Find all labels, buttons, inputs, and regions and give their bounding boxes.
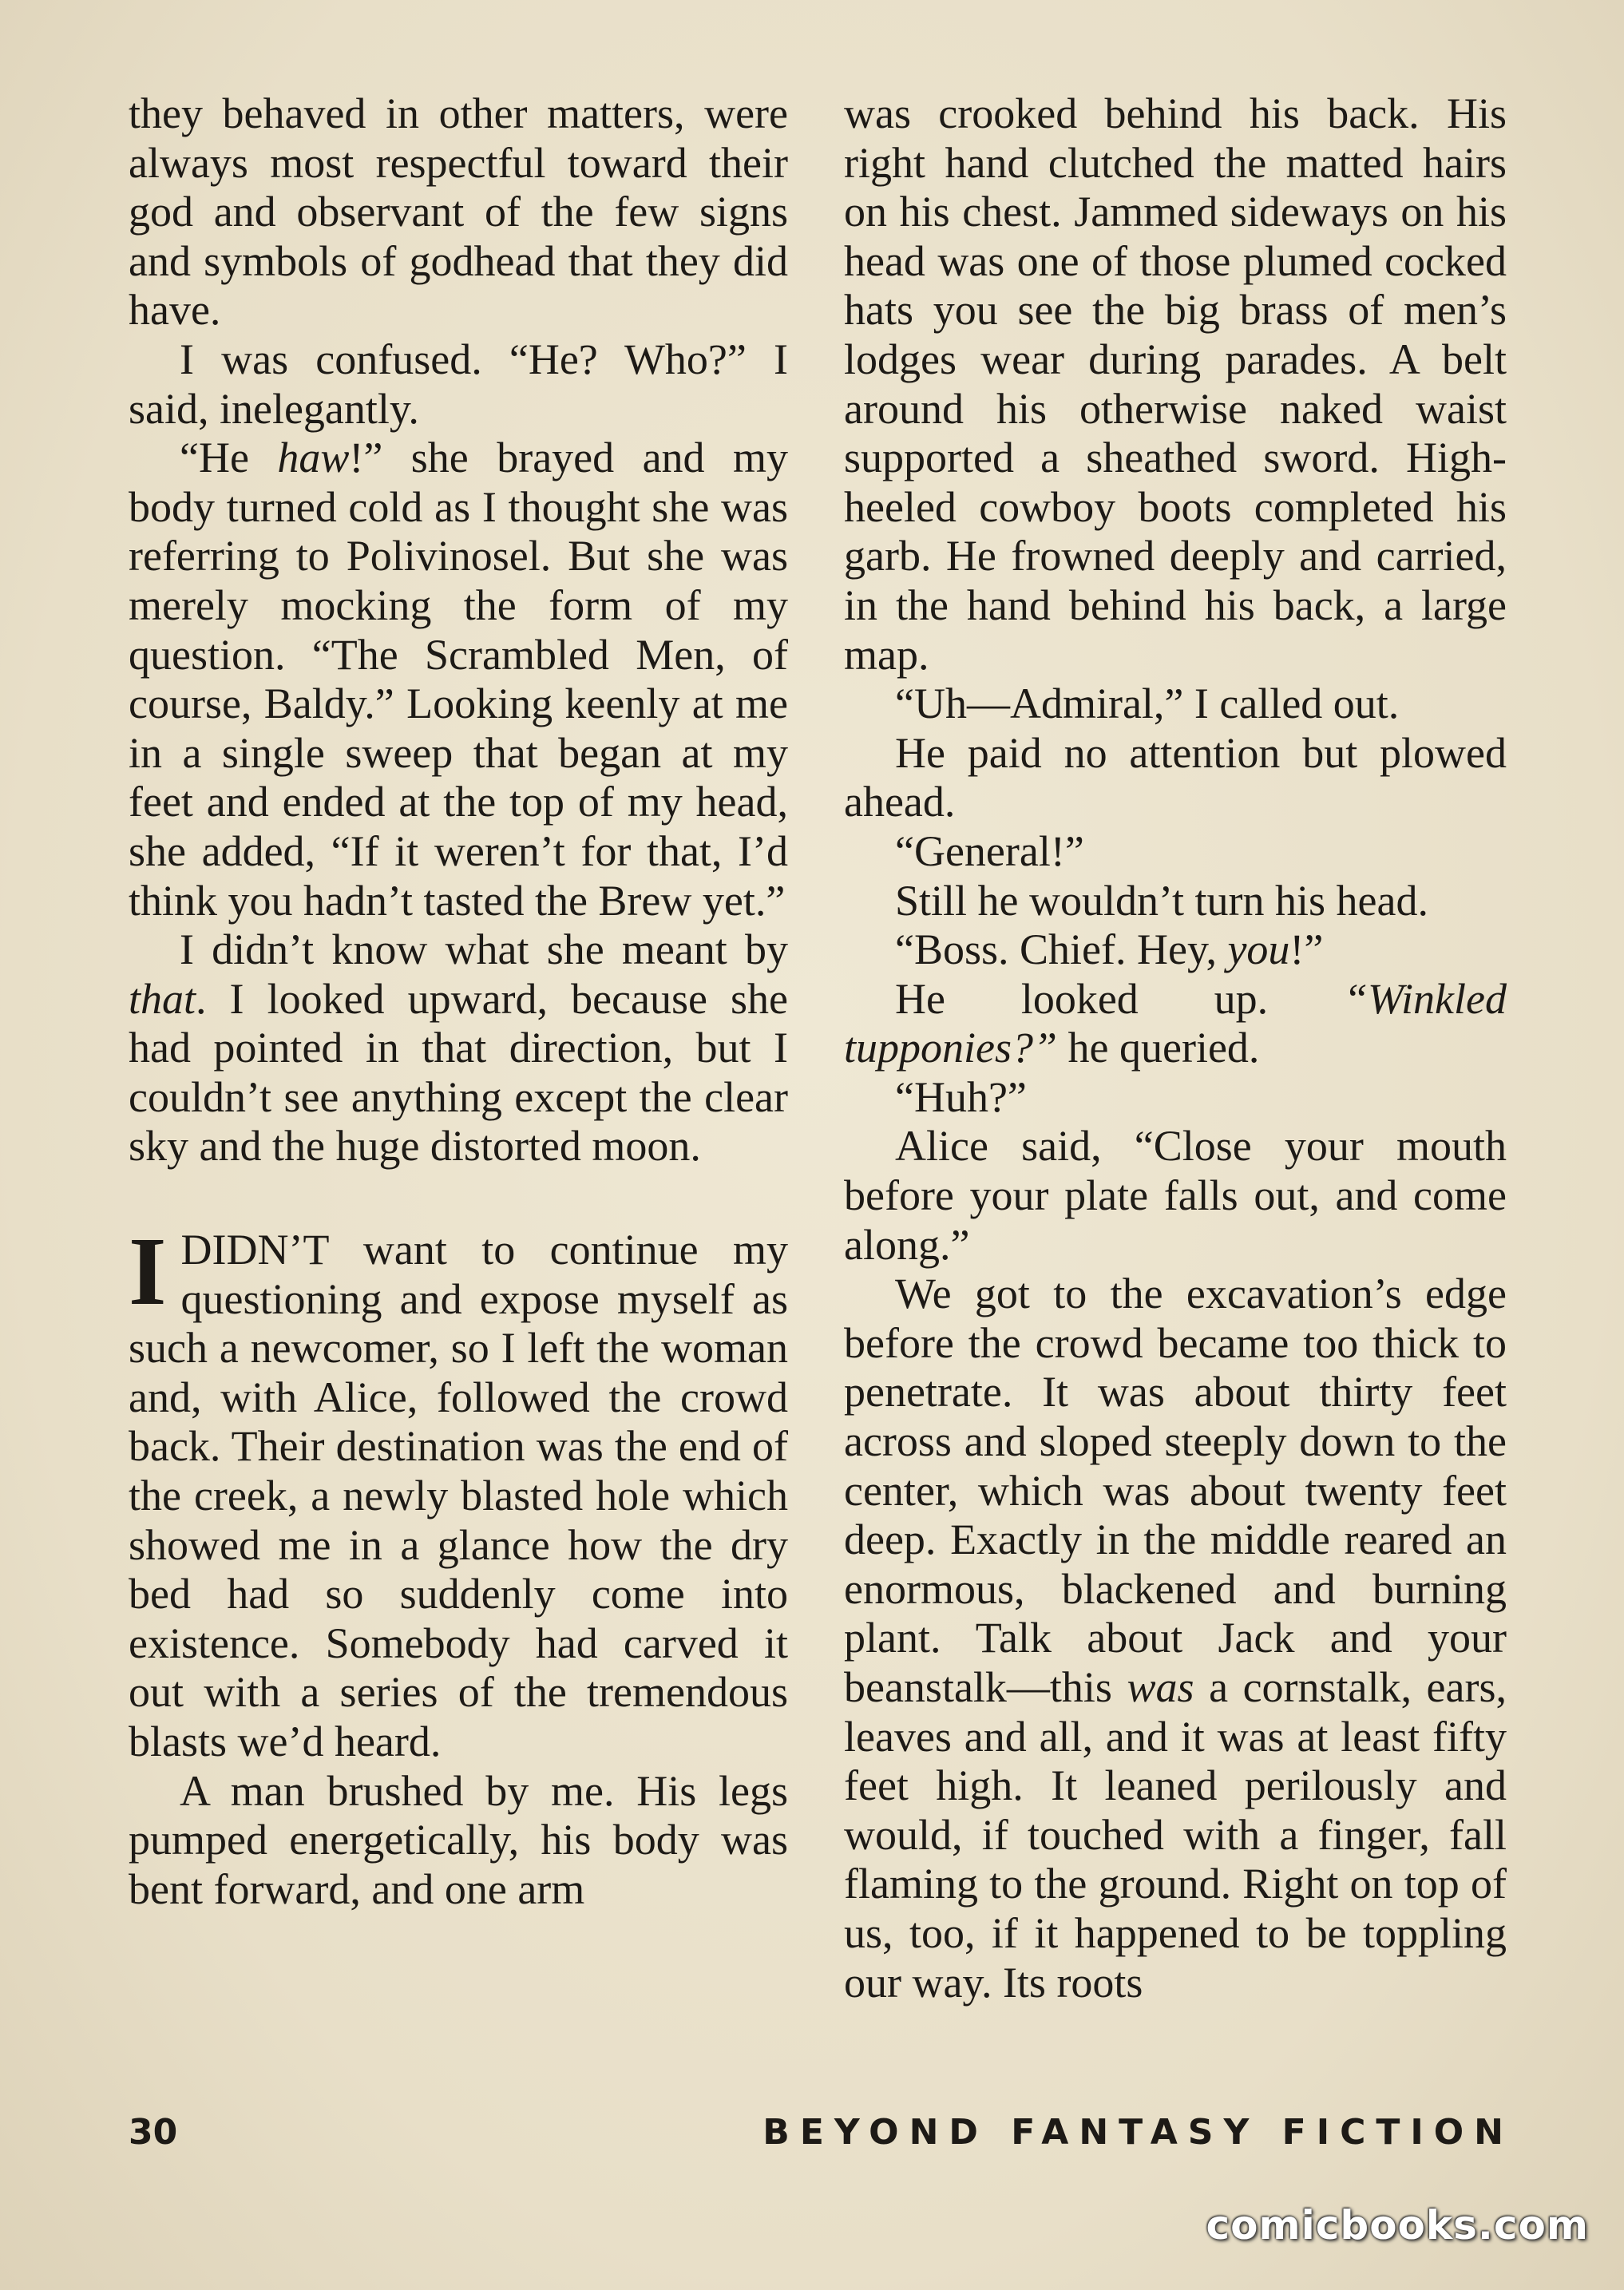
text-run: a cornstalk, ears, leaves and all, and it was at least fifty feet high. It leaned perilously and would, if touched with a finger, fall flaming to the ground. Right on top of us, too, if it happened to be toppling our way. Its roots: [844, 1663, 1507, 2007]
left-column: [129, 89, 788, 1914]
drop-cap: I: [129, 1218, 167, 1326]
right-column: [844, 89, 1507, 2007]
text-run: he queried.: [1057, 1024, 1260, 1072]
paragraph: “Uh—Admiral,” I called out.: [895, 679, 1400, 728]
page-footer: [129, 2112, 1514, 2160]
running-title: BEYOND FANTASY FICTION: [762, 2112, 1514, 2153]
text-run: . I looked upward, because she had pointed in that direction, but I couldn’t see anything except the clear sky and the huge distorted moon.: [129, 974, 788, 1171]
paragraph: [844, 1270, 1507, 2007]
paragraph: “Huh?”: [895, 1072, 1027, 1121]
section-opening-paragraph: [129, 1218, 788, 1767]
paragraph: was crooked behind his back. His right hand clutched the matted hairs on his chest. Jammed sideways on his head was one of those plumed cocked hats you see the big brass of men’s lodges wear during parades. A belt around his otherwise naked waist supported a sheathed sword. High-heeled cowboy boots completed his garb. He frowned deeply and carried, in the hand behind his back, a large map.: [844, 89, 1507, 679]
paragraph: Alice said, “Close your mouth before your plate falls out, and come along.”: [844, 1122, 1507, 1269]
text-run: I didn’t know what she meant by: [180, 925, 788, 974]
paragraph: [129, 434, 788, 925]
italic-text: haw: [277, 434, 350, 482]
italic-text: you: [1227, 925, 1290, 974]
paragraph: He paid no attention but plowed ahead.: [844, 728, 1507, 826]
watermark: comicbooks.com: [1206, 2202, 1589, 2248]
italic-text: was: [1127, 1663, 1194, 1711]
text-run: !” she brayed and my body turned cold as I thought she was referring to Polivinosel. But she was merely mocking the form of my question. “The Scrambled Men, of course, Baldy.” Looking keenly at me in a single sweep that began at my feet and ended at the top of my head, she added, “If it weren’t for that, I’d think you hadn’t tasted the Brew yet.”: [129, 434, 788, 925]
paragraph: Still he wouldn’t turn his head.: [895, 876, 1428, 925]
text-run: DIDN’T want to continue my questioning and expose myself as such a newcomer, so I left the woman and, with Alice, followed the crowd back. Their destination was the end of the creek, a newly blasted hole which showed me in a glance how the dry bed had so suddenly come into existence. Somebody had carved it out with a series of the tremendous blasts we’d heard.: [129, 1226, 788, 1765]
text-run: !”: [1289, 925, 1324, 974]
paragraph: I was confused. “He? Who?” I said, inelegantly.: [129, 335, 788, 433]
text-run: “He: [180, 434, 278, 482]
page-number: 30: [129, 2112, 178, 2153]
paragraph: [129, 925, 788, 1171]
paragraph: A man brushed by me. His legs pumped energetically, his body was bent forward, and one arm: [129, 1766, 788, 1913]
italic-text: that: [129, 974, 196, 1023]
italic-text: “Winkled tupponies?”: [844, 974, 1507, 1072]
text-run: “Boss. Chief. Hey,: [895, 925, 1228, 974]
paragraph: “General!”: [895, 826, 1084, 875]
text-run: We got to the excavation’s edge before the crowd became too thick to penetrate. It was about thirty feet across and sloped steeply down to the center, which was about twenty feet deep. Exactly in the middle reared an enormous, blackened and burning plant. Talk about Jack and your beanstalk—this: [844, 1270, 1507, 1711]
paragraph: [844, 925, 1507, 975]
paragraph: they behaved in other matters, were always most respectful toward their god and observant of the few signs and symbols of godhead that they did have.: [129, 89, 788, 335]
paragraph: [844, 975, 1507, 1073]
text-run: He looked up.: [895, 974, 1345, 1023]
